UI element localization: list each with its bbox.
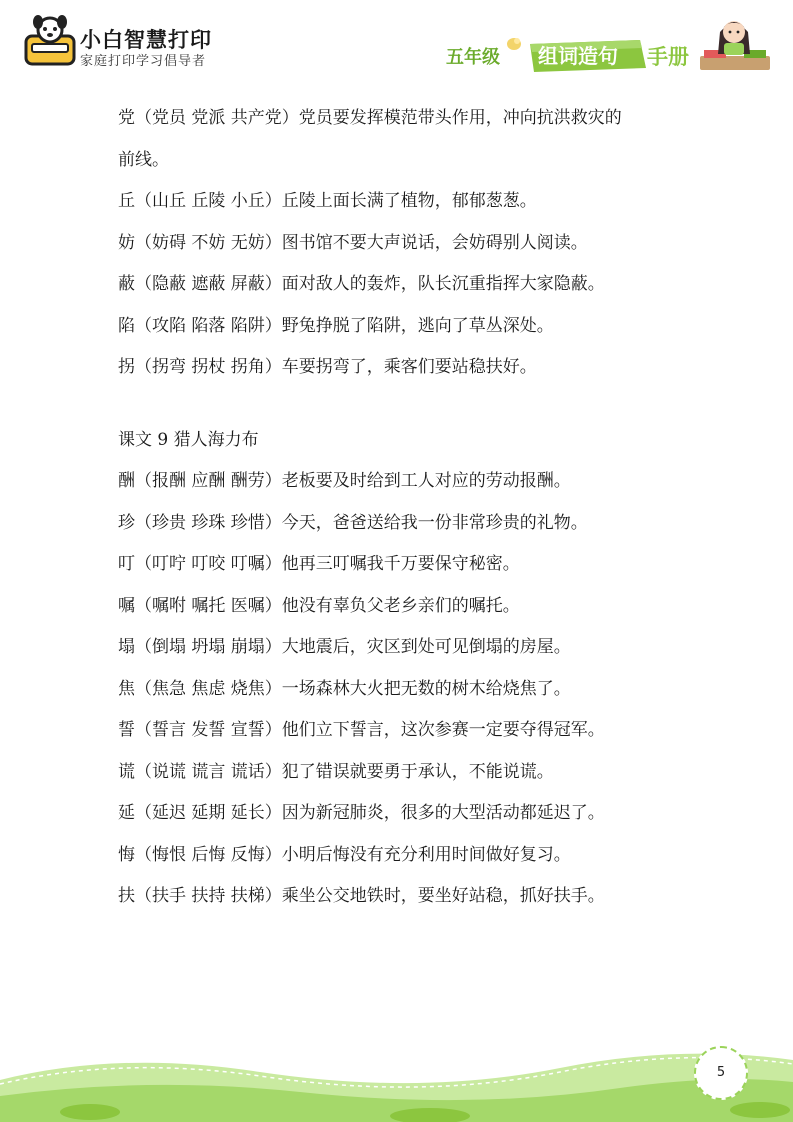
dog-logo-icon (24, 14, 76, 68)
text-line: 蔽（隐蔽 遮蔽 屏蔽）面对敌人的轰炸，队长沉重指挥大家隐蔽。 (118, 274, 605, 294)
girl-reading-icon (694, 10, 774, 74)
page-number: 5 (716, 1065, 726, 1080)
title-text: 组词造句 (538, 44, 618, 68)
text-line: 党（党员 党派 共产党）党员要发挥模范带头作用，冲向抗洪救灾的 (118, 108, 622, 128)
text-line: 前线。 (118, 149, 169, 170)
text-line: 扶（扶手 扶持 扶梯）乘坐公交地铁时，要坐好站稳，抓好扶手。 (118, 886, 605, 906)
text-line: 塌（倒塌 坍塌 崩塌）大地震后，灾区到处可见倒塌的房屋。 (118, 637, 571, 657)
text-line: 妨（妨碍 不妨 无妨）图书馆不要大声说话，会妨碍别人阅读。 (118, 232, 588, 253)
text-line: 誓（誓言 发誓 宣誓）他们立下誓言，这次参赛一定要夺得冠军。 (118, 720, 605, 740)
document-body (118, 98, 718, 918)
brand-name: 小白智慧打印 (80, 28, 212, 52)
star-icon (505, 36, 523, 52)
text-line: 叮（叮咛 叮咬 叮嘱）他再三叮嘱我千万要保守秘密。 (118, 554, 520, 574)
text-line: 丘（山丘 丘陵 小丘）丘陵上面长满了植物，郁郁葱葱。 (118, 191, 537, 211)
text-line: 酬（报酬 应酬 酬劳）老板要及时给到工人对应的劳动报酬。 (118, 471, 571, 491)
text-line: 嘱（嘱咐 嘱托 医嘱）他没有辜负父老乡亲们的嘱托。 (118, 595, 520, 616)
lesson-title: 课文 9 猎人海力布 (118, 429, 259, 450)
text-line: 陷（攻陷 陷落 陷阱）野兔挣脱了陷阱，逃向了草丛深处。 (118, 315, 554, 336)
text-line: 珍（珍贵 珍珠 珍惜）今天，爸爸送给我一份非常珍贵的礼物。 (118, 512, 588, 533)
text-line: 拐（拐弯 拐杖 拐角）车要拐弯了，乘客们要站稳扶好。 (118, 357, 537, 377)
text-line: 延（延迟 延期 延长）因为新冠肺炎，很多的大型活动都延迟了。 (118, 803, 605, 823)
grade-label: 五年级 (446, 47, 500, 68)
text-line: 焦（焦急 焦虑 烧焦）一场森林大火把无数的树木给烧焦了。 (118, 678, 571, 699)
handbook-label: 手册 (647, 45, 689, 69)
brand-slogan: 家庭打印学习倡导者 (80, 54, 207, 69)
text-line: 谎（说谎 谎言 谎话）犯了错误就要勇于承认，不能说谎。 (118, 761, 554, 782)
grass-footer-decoration (0, 1000, 793, 1122)
text-line: 悔（悔恨 后悔 反悔）小明后悔没有充分利用时间做好复习。 (118, 844, 571, 865)
